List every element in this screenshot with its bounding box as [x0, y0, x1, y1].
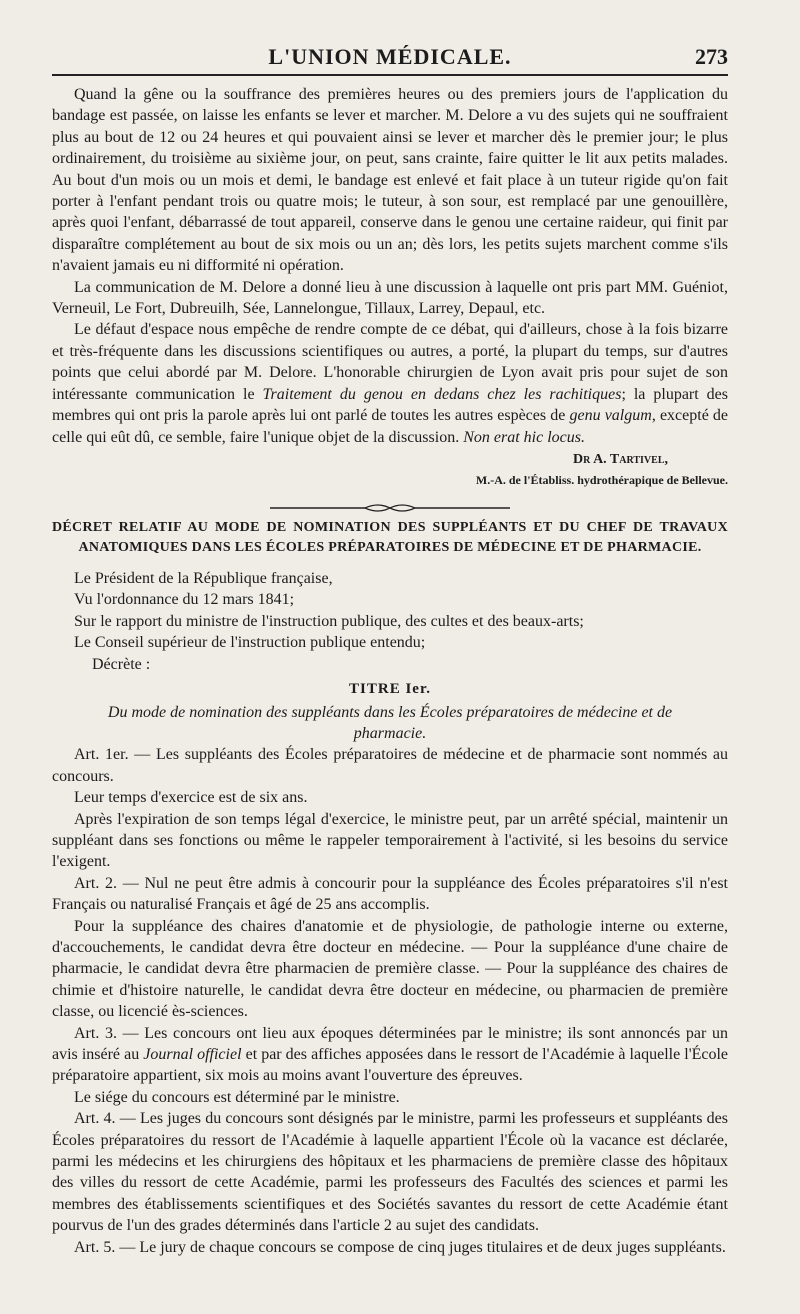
article-3-text-2: et par des affiches apposées dans le ressort de l'Académie à laquelle l'École préparatoire appartient, six mois au moins avant l'ouverture des épreuves.: [52, 1046, 729, 1085]
page-number: 273: [695, 44, 728, 69]
paragraph-debate: [52, 319, 728, 447]
article-3-siege: Le siége du concours est déterminé par le ministre.: [74, 1088, 400, 1106]
genu-valgum-term: genu valgum: [569, 407, 652, 425]
latin-quote: Non erat hic locus.: [463, 428, 585, 446]
decree-title-line-1: DÉCRET RELATIF AU MODE DE NOMINATION DES SUPPLÉANTS ET DU CHEF DE TRAVAUX: [52, 519, 728, 535]
debate-text-2: ; la plupart des membres qui ont pris la parole après lui ont parlé de toutes les autres espèces de: [52, 385, 729, 425]
paragraph-discussion: La communication de M. Delore a donné lieu à une discussion à laquelle ont pris part MM. Guéniot, Verneuil, Le Fort, Dubreuilh, Sée, Lannelongue, Tillaux, Larrey, Depaul, etc.: [52, 278, 728, 318]
page-header: [52, 40, 728, 76]
titre-heading: TITRE Ier.: [349, 680, 431, 697]
debate-text-3: , excepté de celle qui eût dû, ce semble, faire l'unique objet de la discussion.: [52, 407, 729, 446]
preamble-conseil: Le Conseil supérieur de l'instruction publique entendu;: [74, 634, 426, 652]
preamble-rapport: Sur le rapport du ministre de l'instruction publique, des cultes et des beaux-arts;: [74, 612, 584, 630]
ornament-rule-icon: [270, 503, 510, 513]
section-divider: [52, 498, 728, 508]
journal-title: L'UNION MÉDICALE.: [268, 44, 512, 69]
signature-block: [52, 450, 728, 490]
author-name: Dr A. Tartivel,: [573, 451, 668, 467]
debate-text-1: Le défaut d'espace nous empêche de rendre compte de ce débat, qui d'ailleurs, chose à la fois bizarre et très-fréquente dans les discussions scientifiques ou autres, a porté, la plupart du temps, sur d'autres points que celui abordé par M. Delore. L'honorable chirurgien de Lyon avait pris pour sujet de son intéressante communication le: [52, 321, 728, 403]
article-3: [52, 1023, 728, 1087]
article-1-term: Leur temps d'exercice est de six ans.: [74, 789, 308, 807]
article-4: Art. 4. — Les juges du concours sont désignés par le ministre, parmi les professeurs et suppléants des Écoles préparatoires du ressort de l'Académie à laquelle appartient l'École où la vacance est déclarée, parmi les médecins et les chirurgiens des hôpitaux et les pharmaciens de première classe des hôpitaux des villes du ressort de cette Académie, parmi les professeurs des Facultés des sciences et parmi les membres des établissements scientifiques et des Sociétés savantes du ressort de cette Académie étant pourvus de l'un des grades déterminés dans l'article 2 au sujet des candidats.: [52, 1110, 728, 1235]
article-body: [52, 84, 728, 1258]
decree-title-line-2: ANATOMIQUES DANS LES ÉCOLES PRÉPARATOIRES DE MÉDECINE ET DE PHARMACIE.: [78, 539, 702, 555]
preamble-president: Le Président de la République française,: [74, 569, 333, 587]
article-2: Art. 2. — Nul ne peut être admis à concourir pour la suppléance des Écoles préparatoires s'il n'est Français ou naturalisé Français et âgé de 25 ans accomplis.: [52, 874, 728, 914]
communication-title: Traitement du genou en dedans chez les rachitiques: [262, 385, 622, 403]
article-1-renewal: Après l'expiration de son temps légal d'exercice, le ministre peut, par un arrêté spécial, maintenir un suppléant dans ses fonctions ou même le rappeler temporairement à l'activité, si les besoins du service l'exigent.: [52, 810, 728, 871]
journal-officiel-ref: Journal officiel: [143, 1046, 242, 1064]
paragraph-bandage: Quand la gêne ou la souffrance des premières heures ou des premiers jours de l'application du bandage est passée, on laisse les enfants se lever et marcher. M. Delore a vu des sujets qui ne souffraient plus au bout de 12 ou 24 heures et qui pouvaient ainsi se lever et marcher dès le premier jour; le plus ordinairement, du troisième au sixième jour, on peut, sans crainte, faire quitter le lit aux petits malades. Au bout d'un mois ou un mois et demi, le bandage est enlevé et fait place à un tuteur rigide qu'on fait porter à l'enfant pendant trois ou quatre mois; le tuteur, à son sour, est remplacé par une genouillère, après quoi l'enfant, débarrassé de tout appareil, conserve dans le genou une certaine raideur, qui finit par disparaître complétement au bout de six mois ou un an; dès lors, les petits sujets marchent comme s'ils n'avaient jamais eu ni difformité ni opération.: [52, 86, 728, 275]
preamble-ordonnance: Vu l'ordonnance du 12 mars 1841;: [74, 591, 295, 609]
article-2-requirements: Pour la suppléance des chaires d'anatomie et de physiologie, de pathologie interne ou externe, d'accouchements, le candidat devra être docteur en médecine. — Pour la suppléance d'une chaire de pharmacie, le candidat devra être pharmacien de première classe. — Pour la suppléance des chaires de chimie et d'histoire naturelle, le candidat devra être docteur en médecine, ou pharmacien de première classe, ou licencié ès-sciences.: [52, 917, 728, 1021]
decrete-line: Décrète :: [92, 655, 151, 673]
article-1: Art. 1er. — Les suppléants des Écoles préparatoires de médecine et de pharmacie sont nommés au concours.: [52, 746, 728, 785]
titre-subtitle: Du mode de nomination des suppléants dans les Écoles préparatoires de médecine et de pharmacie.: [107, 704, 673, 743]
article-3-text-1: Art. 3. — Les concours ont lieu aux époques déterminées par le ministre; ils sont annoncés par un avis inséré au: [52, 1024, 728, 1064]
article-5: Art. 5. — Le jury de chaque concours se compose de cinq juges titulaires et de deux juges suppléants.: [74, 1238, 726, 1256]
author-affiliation: M.-A. de l'Établiss. hydrothérapique de Bellevue.: [475, 472, 728, 487]
decree-title: [52, 518, 728, 558]
